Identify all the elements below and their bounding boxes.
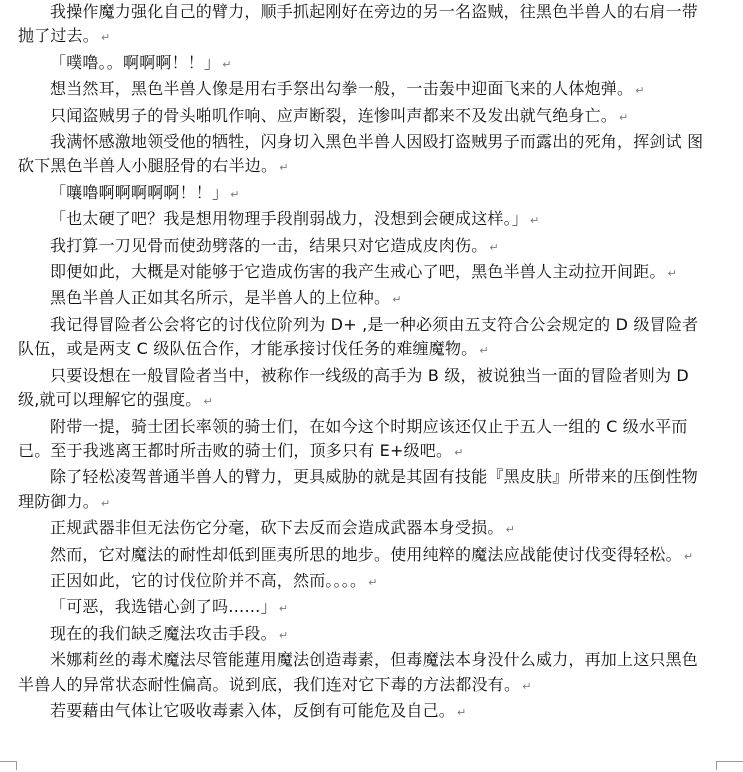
- paragraph-text: 黑色半兽人正如其名所示，是半兽人的上位种。: [50, 288, 391, 308]
- paragraph-mark-icon: ↵: [457, 705, 467, 719]
- paragraph-text: 附带一提，骑士团长率领的骑士们，在如今这个时期应该还仅止于五人一组的 C 级水平而已。至于我逃离王都时所击败的骑士们，顶多只有 E+级吧。: [18, 416, 688, 460]
- paragraph-mark-icon: ↵: [683, 549, 694, 563]
- paragraph-3: [18, 77, 708, 103]
- paragraph-mark-icon: ↵: [530, 214, 540, 228]
- paragraph-text: 除了轻松凌驾普通半兽人的臂力，更具威胁的就是其固有技能『黑皮肤』所带来的压倒性物理防御力。: [18, 467, 699, 511]
- paragraph-mark-icon: ↵: [619, 110, 629, 124]
- paragraph-text: 只要设想在一般冒险者当中，被称作一线级的高手为 B 级，被说独当一面的冒险者则为 D 级,就可以理解它的强度。: [18, 365, 689, 410]
- paragraph-text: 即便如此，大概是对能够于它造成伤害的我产生戒心了吧，黑色半兽人主动拉开间距。: [50, 262, 666, 282]
- paragraph-15: [18, 516, 708, 542]
- paragraph-8: [18, 234, 708, 260]
- paragraph-mark-icon: ↵: [279, 161, 289, 175]
- paragraph-mark-icon: ↵: [392, 293, 402, 307]
- paragraph-16: [18, 543, 708, 569]
- paragraph-text: 正规武器非但无法伤它分毫，砍下去反而会造成武器本身受损。: [50, 518, 504, 538]
- paragraph-text: 我操作魔力强化自己的臂力，顺手抓起刚好在旁边的另一名盗贼，往黑色半兽人的右肩一带抛了过去。: [18, 2, 699, 46]
- paragraph-text: 「也太硬了吧？我是想用物理手段削弱战力，没想到会硬成这样。」: [50, 209, 529, 229]
- paragraph-mark-icon: ↵: [230, 187, 240, 201]
- paragraph-mark-icon: ↵: [489, 240, 499, 254]
- paragraph-9: [18, 260, 708, 286]
- paragraph-17: [18, 569, 708, 595]
- paragraph-mark-icon: ↵: [222, 57, 232, 71]
- paragraph-mark-icon: ↵: [278, 602, 289, 616]
- paragraph-text: 想当然耳，黑色半兽人像是用右手祭出勾拳一般，一击轰中迎面飞来的人体炮弹。: [50, 79, 634, 99]
- paragraph-6: [18, 181, 708, 207]
- paragraph-14: [18, 465, 708, 516]
- paragraph-text: 「噗噜。。啊啊啊！！」: [50, 52, 221, 72]
- paragraph-5: [18, 130, 708, 181]
- paragraph-21: [18, 699, 708, 725]
- paragraph-20: [18, 648, 708, 699]
- paragraph-11: [18, 313, 708, 364]
- paragraph-text: 只闻盗贼男子的骨头啪叽作响、应声断裂，连惨叫声都来不及发出就气绝身亡。: [50, 105, 618, 125]
- paragraph-mark-icon: ↵: [203, 395, 213, 409]
- margin-crop-mark-left: [0, 761, 17, 770]
- document-body[interactable]: [18, 0, 708, 725]
- paragraph-mark-icon: ↵: [368, 575, 378, 589]
- paragraph-4: [18, 104, 708, 130]
- paragraph-mark-icon: ↵: [278, 628, 289, 642]
- paragraph-text: 正因如此，它的讨伐位阶并不高，然而。。。。: [50, 570, 367, 590]
- margin-crop-mark-right: [716, 761, 743, 770]
- paragraph-mark-icon: ↵: [101, 496, 111, 510]
- paragraph-10: [18, 286, 708, 312]
- paragraph-text: 我满怀感激地领受他的牺牲，闪身切入黑色半兽人因殴打盗贼男子而露出的死角，挥剑试 图砍下黑色半兽人小腿胫骨的右半边。: [18, 132, 704, 176]
- paragraph-text: 我记得冒险者公会将它的讨伐位阶列为 D+ ,是一种必须由五支符合公会规定的 D 级冒险者队伍，或是两支 C 级队伍合作，才能承接讨伐任务的难缠魔物。: [18, 314, 699, 359]
- paragraph-mark-icon: ↵: [101, 31, 111, 45]
- paragraph-text: 我打算一刀见骨而使劲劈落的一击，结果只对它造成皮肉伤。: [50, 235, 488, 255]
- paragraph-mark-icon: ↵: [479, 344, 489, 358]
- paragraph-mark-icon: ↵: [667, 267, 678, 281]
- paragraph-7: [18, 207, 708, 233]
- paragraph-text: 米娜莉丝的毒术魔法尽管能蓮用魔法创造毒素，但毒魔法本身没什么威力，再加上这只黑色半兽人的异常状态耐性偏高。说到底，我们连对它下毒的方法都没有。: [18, 650, 699, 694]
- paragraph-2: [18, 51, 708, 77]
- paragraph-18: [18, 595, 708, 621]
- paragraph-text: 「可恶，我选错心剑了吗……」: [50, 597, 277, 617]
- paragraph-text: 现在的我们缺乏魔法攻击手段。: [50, 623, 277, 643]
- paragraph-1: [18, 0, 708, 51]
- paragraph-text: 「嚷噜啊啊啊啊啊！！」: [50, 182, 229, 202]
- paragraph-text: 然而，它对魔法的耐性却低到匪夷所思的地步。使用纯粹的魔法应战能使讨伐变得轻松。: [50, 544, 682, 564]
- paragraph-13: [18, 415, 708, 466]
- paragraph-mark-icon: ↵: [454, 445, 464, 459]
- paragraph-19: [18, 622, 708, 648]
- paragraph-12: [18, 364, 708, 415]
- paragraph-mark-icon: ↵: [505, 523, 516, 537]
- paragraph-mark-icon: ↵: [522, 679, 532, 693]
- paragraph-mark-icon: ↵: [635, 84, 645, 98]
- paragraph-text: 若要藉由气体让它吸收毒素入体，反倒有可能危及自己。: [50, 700, 456, 720]
